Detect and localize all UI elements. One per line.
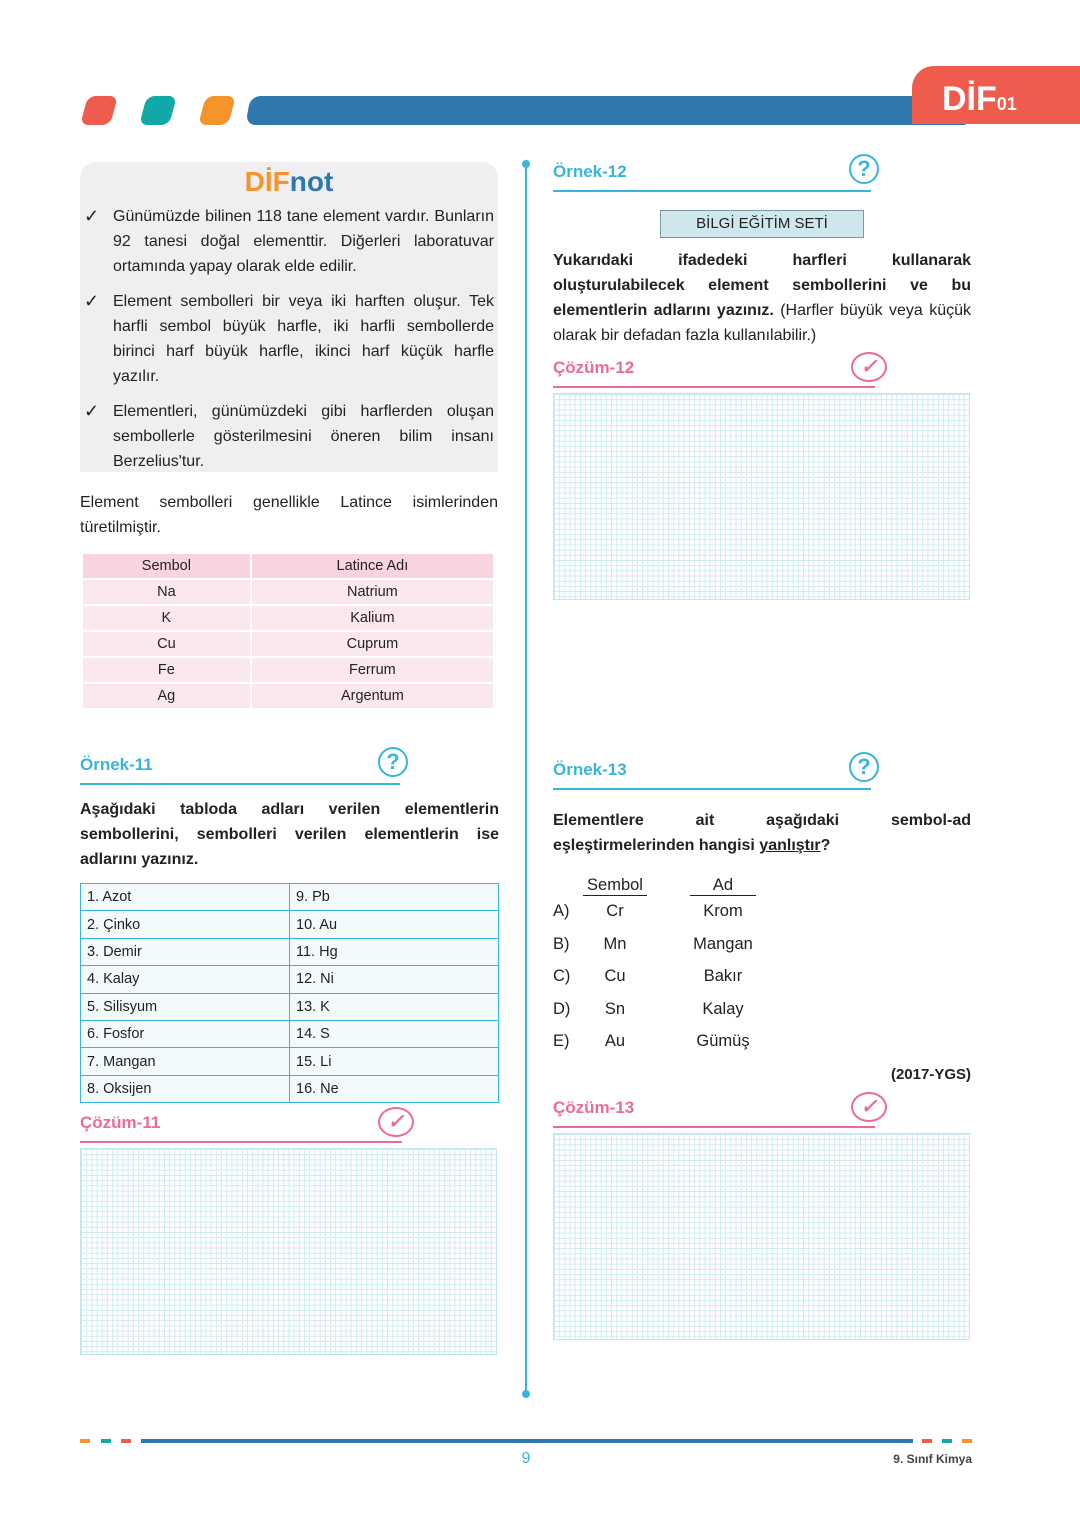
bilgi-egitim-box: BİLGİ EĞİTİM SETİ: [660, 210, 864, 238]
option-symbol: Cr: [606, 902, 624, 920]
intro-text: Element sembolleri genellikle Latince isimlerinden türetilmiştir.: [80, 494, 498, 536]
dif-note-box: [80, 162, 498, 472]
example-13-header: Örnek-13 ?: [553, 760, 871, 790]
solution-11-grid[interactable]: [80, 1148, 497, 1355]
option-symbol: Sn: [604, 999, 626, 1018]
check-icon: ✓: [851, 352, 887, 382]
option-letter[interactable]: B): [553, 934, 570, 953]
option-name: Krom: [703, 902, 743, 920]
footer-dash: [101, 1439, 111, 1443]
option-letter[interactable]: E): [553, 1032, 570, 1050]
option-name: Bakır: [703, 967, 743, 985]
source-label: (2017-YGS): [890, 1066, 971, 1083]
note-bullet: ✓ Element sembolleri bir veya iki harften oluşur. Tek harfli sembol büyük harfle, iki harfli sembollerde birinci harf büyük harfle, ikinci harf küçük harfle yazılır.: [84, 291, 494, 385]
solution-12-grid[interactable]: [553, 393, 970, 600]
divider-dot: [522, 1390, 530, 1398]
example-11-header: Örnek-11 ?: [80, 755, 400, 785]
col-header-name: Ad: [690, 876, 756, 896]
option-symbol: Mn: [603, 934, 627, 953]
table-row: [81, 911, 499, 938]
footer-dash: [121, 1439, 131, 1443]
table-cell: 7. Mangan: [81, 1048, 290, 1075]
table-cell: 12. Ni: [290, 966, 499, 993]
table-cell: 9. Pb: [290, 884, 499, 911]
table-cell: 3. Demir: [81, 938, 290, 965]
decor-orange: [198, 96, 236, 125]
solution-13-header: Çözüm-13 ✓: [553, 1098, 875, 1128]
option-letter[interactable]: A): [553, 902, 570, 920]
decor-teal: [139, 96, 177, 125]
column-divider: [525, 163, 527, 1395]
table-row: [81, 993, 499, 1020]
table-cell: 15. Li: [290, 1048, 499, 1075]
note-bullet: ✓ Günümüzde bilinen 118 tane element vardır. Bunların 92 tanesi doğal elementtir. Diğerleri laboratuvar ortamında yapay olarak elde edilir.: [84, 206, 494, 275]
question-icon: ?: [378, 747, 408, 777]
table-row: [81, 1075, 499, 1102]
table-cell: 16. Ne: [290, 1075, 499, 1102]
table-cell: 5. Silisyum: [81, 993, 290, 1020]
table-cell: 2. Çinko: [81, 911, 290, 938]
table-row: [81, 938, 499, 965]
table-cell: 4. Kalay: [81, 966, 290, 993]
table-cell: 10. Au: [290, 911, 499, 938]
option-letter[interactable]: D): [553, 999, 571, 1018]
element-table: [80, 883, 499, 1103]
footer-dash: [922, 1439, 932, 1443]
option-symbol: Au: [604, 1032, 626, 1050]
table-cell: 6. Fosfor: [81, 1020, 290, 1047]
option-symbol: Cu: [604, 967, 626, 985]
question-icon: ?: [849, 752, 879, 782]
page-number: 9: [521, 1450, 531, 1467]
note-title: DİFnot: [244, 166, 334, 197]
symbol-table: Sembol Latince Adı Na Natrium K Kalium Cu Cuprum Fe Ferrum Ag Argentum: [81, 552, 495, 710]
option-name: Kalay: [702, 999, 744, 1018]
example-11-question: Aşağıdaki tabloda adları verilen elementlerin sembollerini, sembolleri verilen elementlerin ise adlarını yazınız.: [80, 801, 499, 868]
example-12-header: Örnek-12 ?: [553, 162, 871, 192]
option-name: Mangan: [693, 934, 753, 953]
table-cell: 1. Azot: [81, 884, 290, 911]
table-row: [81, 1020, 499, 1047]
example-12-question: Yukarıdaki ifadedeki harfleri kullanarak oluşturulabilecek element sembollerini ve bu elementlerin adlarını yazınız. (Harfler büyük veya küçük olarak bir defadan fazla kullanılabilir.): [553, 252, 971, 344]
example-13-question: Elementlere ait aşağıdaki sembol-ad eşleştirmelerinden hangisi yanlıştır?: [553, 812, 971, 854]
check-icon: ✓: [851, 1092, 887, 1122]
table-cell: 11. Hg: [290, 938, 499, 965]
check-icon: ✓: [378, 1107, 414, 1137]
table-row: [81, 884, 499, 911]
solution-11-header: Çözüm-11 ✓: [80, 1113, 402, 1143]
table-row: [81, 966, 499, 993]
question-icon: ?: [849, 154, 879, 184]
table-row: [81, 1048, 499, 1075]
footer-dash: [80, 1439, 90, 1443]
footer-dash: [942, 1439, 952, 1443]
book-title: 9. Sınıf Kimya: [893, 1452, 972, 1466]
option-letter[interactable]: C): [553, 967, 571, 985]
table-cell: 8. Oksijen: [81, 1075, 290, 1102]
footer-bar: [141, 1439, 913, 1443]
header-bar: [245, 96, 970, 125]
note-bullet: ✓ Elementleri, günümüzdeki gibi harflerden oluşan sembollerle gösterilmesini öneren bilim insanı Berzelius'tur.: [84, 401, 494, 470]
divider-dot: [522, 160, 530, 168]
table-cell: 13. K: [290, 993, 499, 1020]
option-name: Gümüş: [696, 1032, 750, 1050]
solution-12-header: Çözüm-12 ✓: [553, 358, 875, 388]
table-cell: 14. S: [290, 1020, 499, 1047]
dif-badge: DİF01: [912, 66, 1080, 124]
decor-red: [80, 96, 118, 125]
solution-13-grid[interactable]: [553, 1133, 970, 1340]
footer-dash: [962, 1439, 972, 1443]
col-header-symbol: Sembol: [583, 876, 647, 896]
